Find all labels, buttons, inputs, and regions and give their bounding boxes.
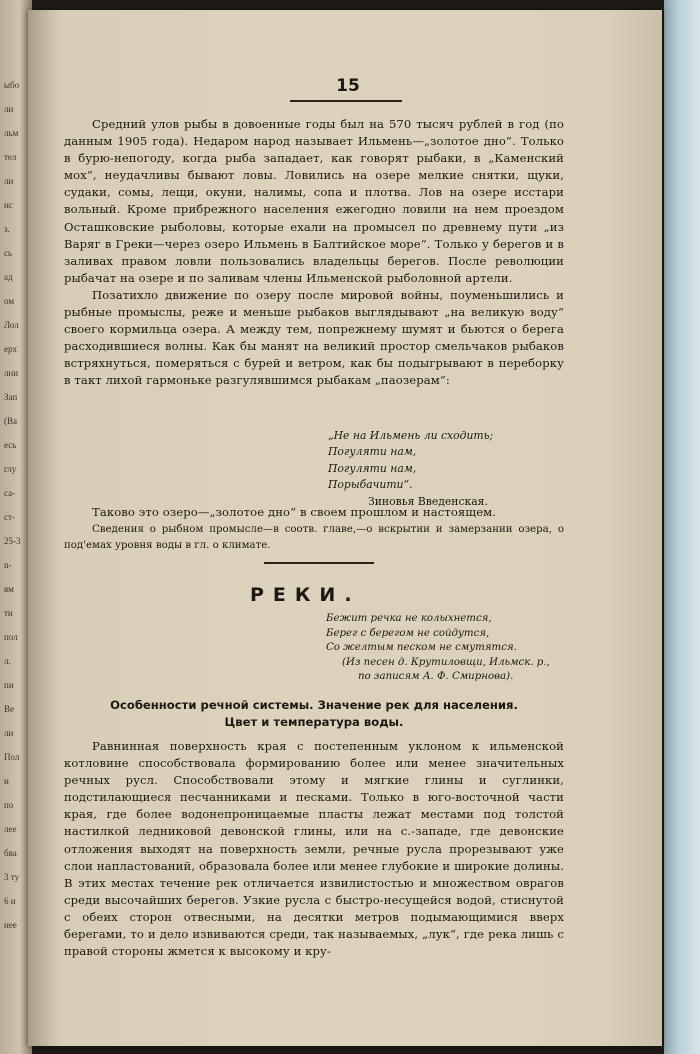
poem-line: Погуляти нам, bbox=[328, 445, 417, 459]
poem-line: Погуляти нам, bbox=[328, 461, 417, 475]
book-cover-edge bbox=[664, 0, 700, 1054]
facing-page-text-fragment: пи bbox=[4, 680, 14, 690]
facing-page-text-fragment: Пол bbox=[4, 752, 20, 762]
facing-page-text-fragment: (Ва bbox=[4, 416, 17, 426]
section-title: РЕКИ. bbox=[250, 584, 361, 606]
facing-page-text-fragment: ад bbox=[4, 272, 13, 282]
footnote-references: Сведения о рыбном промысле—в соотв. главе,—о вскрытии и замерзании озера, о под'емах уровня воды в гл. о климате. bbox=[64, 524, 564, 552]
facing-page-text-fragment: n- bbox=[4, 560, 12, 570]
facing-page-text-fragment: сь bbox=[4, 248, 13, 258]
paragraph-fishing-decline: Позатихло движение по озеру после мировой войны, поуменьшились и рыбные промыслы, реже и меньше рыбаков выглядывают „на великую воду“ своего кормильца озера. А между тем, попрежнему шумят и бьются о берега расходившиеся волны. Как бы манят на великий простор смельчаков рыбаков встряхнуться, померяться с бурей и ветром, как бы подыгрывают в переборку в такт лихой гармоньке разгулявшимся рыбакам „паозерам“: bbox=[64, 287, 564, 388]
facing-page-text-fragment: лни bbox=[4, 368, 19, 378]
facing-page-text-fragment: по bbox=[4, 800, 14, 810]
facing-page-text-fragment: са- bbox=[4, 488, 16, 498]
epigraph-line: Со желтым песком не смутятся. bbox=[326, 642, 517, 654]
poem-author: Зиновья Введенская. bbox=[368, 494, 488, 508]
facing-page-text-fragment: тел bbox=[4, 152, 17, 162]
facing-page-text-fragment: Ве bbox=[4, 704, 14, 714]
paragraph-river-system: Равнинная поверхность края с постепенным уклоном к ильменской котловине способствовала формированию более или менее значительных речных русл. Способствовали этому и мягкие глины и суглинки, подстилающиеся песчанниками и песками. Только в юго-восточной части края, где более водонепроницаемые пласты лежат местами под толстой настилкой ледниковой девонской глины, или на с.-западе, где девонские отложения выходят на поверхность земли, речные русла прорезывают уже слои напластований, образовала более или менее глубокие и широкие долины. В этих местах течение рек отличается извилистостью и множеством оврагов среди высочайших берегов. Узкие русла с быстро-несущейся водой, стиснутой с обеих сторон отвесными, на десятки метров подымающимися вверх берегами, то и дело извиваются среди, так называемых, „лук“, где река лишь с правой стороны жмется к высокому и кру- bbox=[64, 739, 564, 959]
facing-page-text-fragment: з. bbox=[4, 224, 10, 234]
facing-page-text-fragment: льм bbox=[4, 128, 19, 138]
facing-page-text-fragment: ли bbox=[4, 104, 14, 114]
facing-page-text-fragment: ли bbox=[4, 728, 14, 738]
facing-page-text-fragment: бва bbox=[4, 848, 17, 858]
paragraph-fish-catch: Средний улов рыбы в довоенные годы был на 570 тысяч рублей в год (по данным 1905 года). Недаром народ называет Ильмень—„золотое дно“. Только в бурю-непогоду, когда рыба западает, как говорят рыбаки, в „Каменский мох“, неудачливы бывают ловы. Ловились на озере мелкие снятки, щуки, судаки, сомы, лещи, окуни, налимы, сопа и плотва. Лов на озере исстари вольный. Кроме прибрежного населения ежегодно ловили на нем проездом Осташковские рыболовы, которые ехали на промысел по древнему пути „из Варяг в Греки—через озеро Ильмень в Балтийское море“. Только у берегов и в заливах правом ловли пользовались владельцы берегов. После революции рыбачат на озере и по заливам члены Ильменской рыболовной артели. bbox=[64, 117, 564, 285]
facing-page-text-fragment: 25-3 bbox=[4, 536, 21, 546]
facing-page-text-fragment: ти bbox=[4, 608, 13, 618]
lake-section bbox=[64, 116, 564, 390]
section-divider bbox=[264, 562, 374, 564]
facing-page-text-fragment: Лол bbox=[4, 320, 19, 330]
paragraph-golden-bottom: Таково это озеро—„золотое дно“ в своем прошлом и настоящем. bbox=[92, 505, 497, 519]
facing-page-text-fragment: 3 ту bbox=[4, 872, 20, 882]
facing-page-text-fragment: нее bbox=[4, 920, 17, 930]
facing-page-text-fragment: есь bbox=[4, 440, 17, 450]
book-page bbox=[28, 10, 662, 1046]
folk-poem bbox=[328, 428, 493, 510]
poem-line: Порыбачити“. bbox=[328, 478, 413, 492]
facing-page-text-fragment: нс bbox=[4, 200, 13, 210]
facing-page-text-fragment: ыбо bbox=[4, 80, 20, 90]
epigraph-source: (Из песен д. Крутиловщи, Ильмск. р., bbox=[342, 656, 550, 668]
facing-page-text-fragment: пол bbox=[4, 632, 18, 642]
facing-page-text-fragment: ст- bbox=[4, 512, 15, 522]
facing-page-text-fragment: л. bbox=[4, 656, 11, 666]
poem-line: „Не на Ильмень ли сходить; bbox=[328, 429, 494, 442]
epigraph-source: по записям А. Ф. Смирнова). bbox=[358, 671, 514, 683]
facing-page-text-fragment: и bbox=[4, 776, 9, 786]
epigraph bbox=[326, 612, 550, 685]
facing-page-text-fragment: глу bbox=[4, 464, 17, 474]
facing-page-text-fragment: Зап bbox=[4, 392, 18, 402]
subheading-line: Особенности речной системы. Значение рек для населения. bbox=[110, 698, 518, 712]
page-number-rule bbox=[290, 100, 402, 102]
epigraph-line: Бежит речка не колыхнется, bbox=[326, 613, 492, 624]
facing-page-text-fragment: ям bbox=[4, 584, 14, 594]
facing-page-text-fragment: 6 и bbox=[4, 896, 16, 906]
subheading-line: Цвет и температура воды. bbox=[224, 715, 404, 729]
facing-page-text-fragment: ом bbox=[4, 296, 15, 306]
lake-conclusion bbox=[64, 504, 564, 554]
epigraph-line: Берег с берегом не сойдутся, bbox=[326, 627, 490, 639]
rivers-section bbox=[64, 738, 564, 960]
facing-page-text-fragment: ли bbox=[4, 176, 14, 186]
facing-page-text-fragment: ерх bbox=[4, 344, 17, 354]
page-number: 15 bbox=[336, 76, 360, 96]
subsection-heading bbox=[64, 697, 564, 731]
facing-page-text-fragment: лее bbox=[4, 824, 17, 834]
